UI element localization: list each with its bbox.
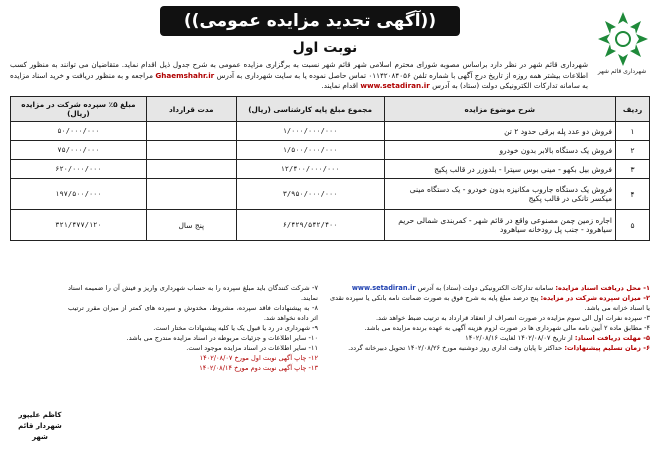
signature-role: شهردار قائم شهر — [18, 422, 62, 441]
table-header-row — [11, 97, 650, 122]
table-row — [11, 179, 650, 210]
intro-text-2: مراجعه و به منظور دریافت و خرید اسناد مزایده به سامانه تدارکات الکترونیکی دولت (ستاد) به آدرس — [10, 70, 588, 90]
condition-text: ۴- مطابق ماده ۲ آیین نامه مالی شهرداری ها در صورت لزوم هزینه آگهی به عهده برنده مزایده می باشد. — [364, 324, 650, 332]
municipality-logo-icon — [594, 8, 652, 70]
header-deposit: مبلغ ۵٪ سپرده شرکت در مزایده (ریال) — [11, 97, 147, 122]
row-subject: فروش بیل بکهو - مینی بوس سیترا - بلدوزر در قالب پکیج — [384, 160, 616, 179]
row-no: ۴ — [616, 179, 650, 210]
row-deposit: ۳۲۱/۴۷۷/۱۲۰ — [11, 210, 147, 241]
signature-block — [10, 410, 70, 443]
signature-name: کاظم علیپور — [18, 411, 62, 419]
condition-text: از تاریخ ۱۴۰۲/۰۸/۰۷ لغایت ۱۴۰۲/۰۸/۱۶ — [465, 334, 573, 342]
condition-label: ۲- میزان سپرده شرکت در مزایده: — [540, 294, 650, 302]
setad-link[interactable]: www.setadiran.ir — [351, 284, 416, 292]
row-duration: پنج سال — [146, 210, 236, 241]
row-duration — [146, 179, 236, 210]
row-base-price: ۶/۴۲۹/۵۴۲/۴۰۰ — [236, 210, 384, 241]
row-duration — [146, 160, 236, 179]
table-row — [11, 160, 650, 179]
condition-item: ۸- به پیشنهادات فاقد سپرده، مشروط، مخدوش و سپرده های کمتر از میزان مقرر ترتیب اثر داده نخواهد شد. — [68, 304, 318, 322]
condition-item: ۱۰- سایر اطلاعات و جزئیات مربوطه در اسناد مزایده مندرج می باشد. — [126, 334, 318, 342]
row-subject: فروش یک دستگاه بالابر بدون خودرو — [384, 141, 616, 160]
row-no: ۲ — [616, 141, 650, 160]
condition-item — [330, 333, 650, 343]
row-duration — [146, 141, 236, 160]
row-deposit: ۷۵/۰۰۰/۰۰۰ — [11, 141, 147, 160]
intro-text-3: اقدام نمایند. — [321, 81, 359, 90]
condition-item: ۱۳- چاپ آگهی نوبت دوم مورخ ۱۴۰۲/۰۸/۱۴ — [199, 364, 318, 372]
table-row — [11, 210, 650, 241]
row-base-price: ۳/۹۵۰/۰۰۰/۰۰۰ — [236, 179, 384, 210]
row-no: ۵ — [616, 210, 650, 241]
row-deposit: ۶۲۰/۰۰۰/۰۰۰ — [11, 160, 147, 179]
table-row — [11, 122, 650, 141]
condition-text: پنج درصد مبلغ پایه به شرح فوق به صورت ضمانت نامه بانکی یا سپرده نقدی یا اسناد خزانه می باشد. — [330, 294, 650, 312]
row-subject: فروش دو عدد پله برقی حدود ۲ تن — [384, 122, 616, 141]
condition-item: ۹- شهرداری در رد یا قبول یک یا کلیه پیشنهادات مختار است. — [153, 324, 318, 332]
header-subject: شرح موضوع مزایده — [384, 97, 616, 122]
condition-item — [330, 283, 650, 293]
condition-item — [330, 313, 650, 323]
condition-item: ۱۲- چاپ آگهی نوبت اول مورخ ۱۴۰۲/۰۸/۰۷ — [199, 354, 318, 362]
condition-item — [330, 293, 650, 313]
conditions-right — [330, 283, 650, 353]
intro-text: شهرداری قائم شهر در نظر دارد براساس مصوبه شورای محترم اسلامی شهر قائم شهر نسبت به برگزاری مزایده عمومی به شرح جدول ذیل اقدام نماید. متقاضیان می توانند به منظور کسب اطلاعات بیشتر همه روزه از تاریخ درج آگهی با شماره تلفن ۰۱۱۴۲۰۸۴۰۵۶ تماس حاصل نموده یا به سایت شهرداری به آدرس — [10, 60, 589, 80]
row-deposit: ۱۹۷/۵۰۰/۰۰۰ — [11, 179, 147, 210]
row-duration — [146, 122, 236, 141]
notice-title: ((آگهی تجدید مزایده عمومی)) — [160, 6, 460, 36]
header-base-price: مجموع مبلغ پایه کارشناسی (ریال) — [236, 97, 384, 122]
intro-paragraph — [10, 60, 588, 92]
site-link-setad[interactable]: www.setadiran.ir — [360, 81, 430, 90]
auction-table — [10, 96, 650, 241]
row-no: ۱ — [616, 122, 650, 141]
condition-item: ۷- شرکت کنندگان باید مبلغ سپرده را به حساب شهرداری واریز و فیش آن را ضمیمه اسناد نمایند. — [68, 284, 318, 302]
row-no: ۳ — [616, 160, 650, 179]
row-subject: فروش یک دستگاه جاروب مکانیزه بدون خودرو - یک دستگاه مینی میکسر تانکی در قالب پکیج — [384, 179, 616, 210]
row-deposit: ۵۰/۰۰۰/۰۰۰ — [11, 122, 147, 141]
condition-item: ۱۱- سایر اطلاعات در اسناد مزایده موجود است. — [186, 344, 318, 352]
row-base-price: ۱/۰۰۰/۰۰۰/۰۰۰ — [236, 122, 384, 141]
condition-item — [330, 323, 650, 333]
condition-item — [330, 343, 650, 353]
header-no: ردیف — [616, 97, 650, 122]
row-base-price: ۱۲/۴۰۰/۰۰۰/۰۰۰ — [236, 160, 384, 179]
condition-label: ۶- زمان تسلیم پیشنهادات: — [564, 344, 650, 352]
conditions-left — [68, 283, 318, 373]
condition-text: سامانه تدارکات الکترونیکی دولت (ستاد) به آدرس — [417, 284, 554, 292]
condition-label: ۱- محل دریافت اسناد مزایده: — [555, 284, 650, 292]
logo-caption: شهرداری قائم شهر — [597, 68, 647, 75]
condition-text: ۳- سپرده نفرات اول الی سوم مزایده در صورت انصراف از انعقاد قرارداد به ترتیب ضبط خواهد شد. — [375, 314, 650, 322]
row-subject: اجاره زمین چمن مصنوعی واقع در قائم شهر - کمربندی شمالی حریم سیاهرود - جنب پل رودخانه سیاهرود — [384, 210, 616, 241]
condition-text: حداکثر تا پایان وقت اداری روز دوشنبه مورخ ۱۴۰۲/۰۸/۲۶ تحویل دبیرخانه گردد. — [348, 344, 563, 352]
header-duration: مدت قرارداد — [146, 97, 236, 122]
site-link-ghaemshahr[interactable]: Ghaemshahr.ir — [155, 70, 215, 80]
condition-label: ۵- مهلت دریافت اسناد: — [574, 334, 650, 342]
table-row — [11, 141, 650, 160]
round-label: نوبت اول — [292, 40, 358, 56]
row-base-price: ۱/۵۰۰/۰۰۰/۰۰۰ — [236, 141, 384, 160]
